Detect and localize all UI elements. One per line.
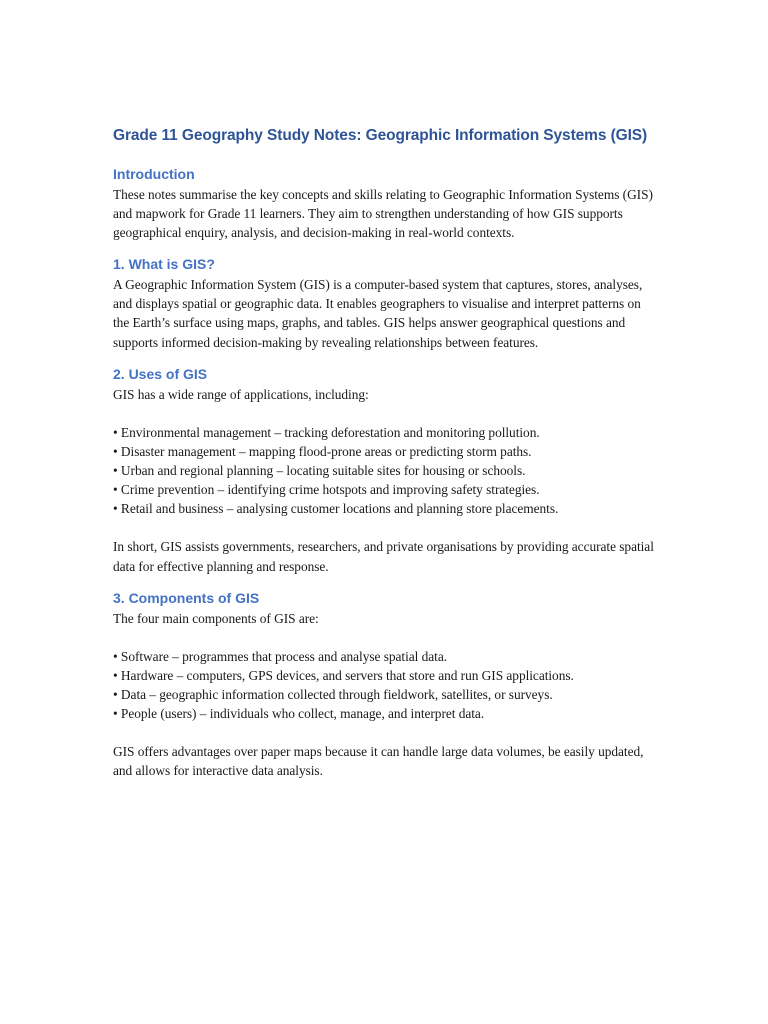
section-uses-of-gis	[113, 363, 658, 576]
uses-bullet-list	[113, 423, 658, 518]
section-heading-introduction: Introduction	[113, 166, 195, 182]
section-components-of-gis	[113, 587, 658, 781]
section-heading-what-is-gis: 1. What is GIS?	[113, 256, 215, 273]
list-item: • Data – geographic information collected through fieldwork, satellites, or surveys.	[113, 686, 553, 702]
spacer	[113, 404, 658, 423]
list-item: • Retail and business – analysing customer locations and planning store placements.	[113, 501, 559, 517]
section-heading-uses-of-gis: 2. Uses of GIS	[113, 365, 208, 382]
components-closing-paragraph: GIS offers advantages over paper maps because it can handle large data volumes, be easily updated, and allows for interactive data analysis.	[113, 744, 644, 779]
list-item: • People (users) – individuals who collect, manage, and interpret data.	[113, 706, 485, 722]
document-page	[113, 124, 658, 780]
document-title: Grade 11 Geography Study Notes: Geographic Information Systems (GIS)	[113, 127, 648, 144]
list-item: • Urban and regional planning – locating suitable sites for housing or schools.	[113, 463, 526, 479]
list-item: • Disaster management – mapping flood-prone areas or predicting storm paths.	[113, 443, 532, 459]
section-introduction	[113, 163, 658, 242]
components-bullet-list	[113, 647, 658, 723]
list-item: • Software – programmes that process and analyse spatial data.	[113, 648, 448, 664]
section-what-is-gis	[113, 253, 658, 351]
what-is-gis-paragraph: A Geographic Information System (GIS) is a computer-based system that captures, stores, analyses, and displays spatial or geographic data. It enables geographers to visualise and interpret patterns on the Earth’s surface using maps, graphs, and tables. GIS helps answer geographical questions and supports informed decision-making by revealing relationships between features.	[113, 277, 643, 350]
uses-lead-text: GIS has a wide range of applications, including:	[113, 386, 369, 402]
spacer	[113, 628, 658, 647]
introduction-paragraph: These notes summarise the key concepts and skills relating to Geographic Information Systems (GIS) and mapwork for Grade 11 learners. They aim to strengthen understanding of how GIS supports geographical enquiry, analysis, and decision-making in real-world contexts.	[113, 187, 653, 241]
list-item: • Crime prevention – identifying crime hotspots and improving safety strategies.	[113, 482, 540, 498]
section-heading-components-of-gis: 3. Components of GIS	[113, 589, 260, 606]
list-item: • Hardware – computers, GPS devices, and servers that store and run GIS applications.	[113, 667, 574, 683]
spacer	[113, 518, 658, 537]
uses-closing-paragraph: In short, GIS assists governments, researchers, and private organisations by providing accurate spatial data for effective planning and response.	[113, 539, 654, 574]
components-lead-text: The four main components of GIS are:	[113, 610, 319, 626]
spacer	[113, 723, 658, 742]
list-item: • Environmental management – tracking deforestation and monitoring pollution.	[113, 424, 540, 440]
